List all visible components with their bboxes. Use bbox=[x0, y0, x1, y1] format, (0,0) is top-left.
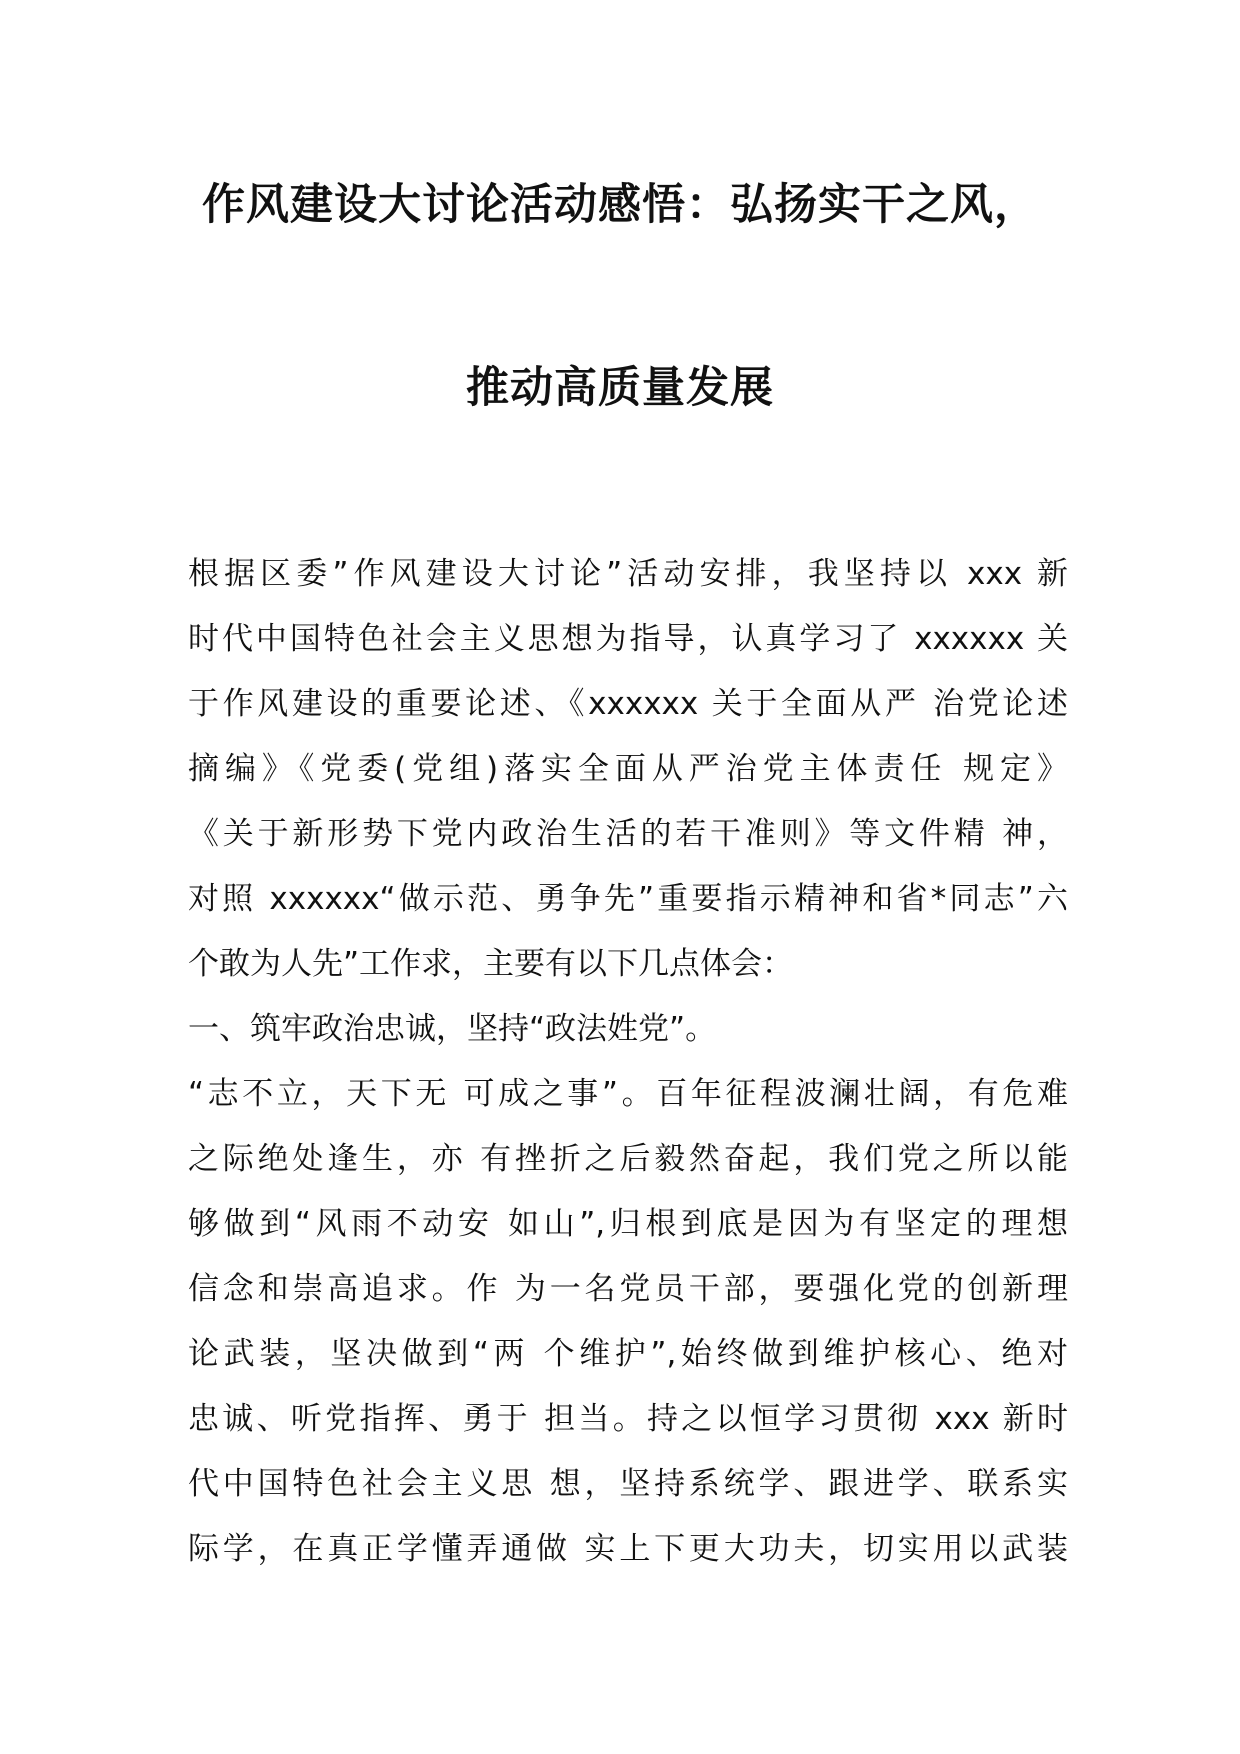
body-line: 代中国特色社会主义思 想，坚持系统学、跟进学、联系实 bbox=[188, 1466, 1068, 1502]
body-line: 够做到“风雨不动安 如山”,归根到底是因为有坚定的理想 bbox=[188, 1206, 1068, 1242]
body-line: 于作风建设的重要论述、《xxxxxx 关于全面从严 治党论述 bbox=[188, 686, 1068, 722]
body-line: 信念和崇高追求。作 为一名党员干部，要强化党的创新理 bbox=[188, 1271, 1068, 1307]
body-line: 摘编》《党委(党组)落实全面从严治党主体责任 规定》 bbox=[188, 751, 1068, 787]
body-line: 论武装，坚决做到“两 个维护”,始终做到维护核心、绝对 bbox=[188, 1336, 1068, 1372]
document-title-line-1: 作风建设大讨论活动感悟：弘扬实干之风， bbox=[202, 180, 1038, 230]
body-line: 之际绝处逢生，亦 有挫折之后毅然奋起，我们党之所以能 bbox=[188, 1141, 1068, 1177]
body-line: “志不立，天下无 可成之事”。百年征程波澜壮阔，有危难 bbox=[188, 1076, 1068, 1112]
body-line: 际学，在真正学懂弄通做 实上下更大功夫，切实用以武装 bbox=[188, 1531, 1068, 1567]
section-heading: 一、筑牢政治忠诚，坚持“政法姓党”。 bbox=[188, 1011, 717, 1047]
body-line: 时代中国特色社会主义思想为指导，认真学习了 xxxxxx 关 bbox=[188, 621, 1068, 657]
body-line: 对照 xxxxxx“做示范、勇争先”重要指示精神和省*同志”六 bbox=[188, 881, 1068, 917]
body-line: 根据区委”作风建设大讨论”活动安排，我坚持以 xxx 新 bbox=[188, 556, 1068, 592]
body-line: 忠诚、听党指挥、勇于 担当。持之以恒学习贯彻 xxx 新时 bbox=[188, 1401, 1068, 1437]
document-body bbox=[188, 542, 1068, 1582]
body-line: 个敢为人先”工作求，主要有以下几点体会： bbox=[188, 946, 794, 982]
body-line: 《关于新形势下党内政治生活的若干准则》等文件精 神， bbox=[188, 816, 1068, 852]
document-title-line-2: 推动高质量发展 bbox=[466, 363, 774, 413]
